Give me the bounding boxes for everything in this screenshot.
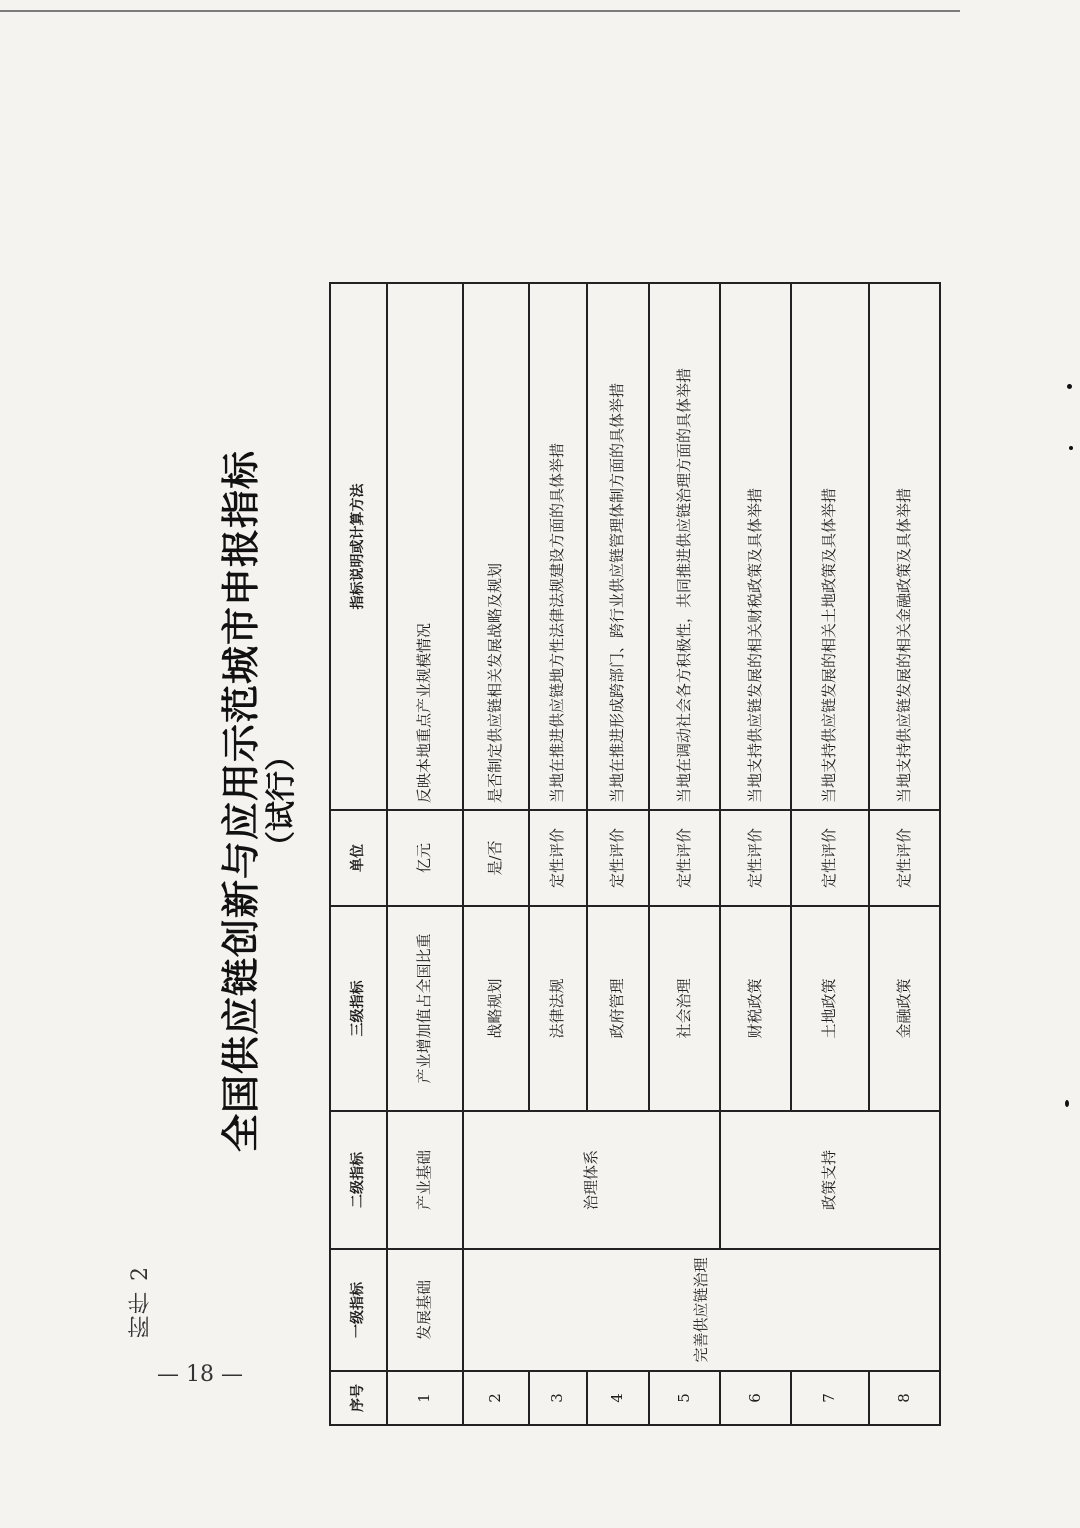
method-cell: 当地在调动社会各方积极性，共同推进供应链治理方面的具体举措 (649, 283, 720, 810)
row-no: 7 (791, 1371, 869, 1425)
level1-governance: 完善供应链治理 (463, 1249, 940, 1371)
level2-policy: 政策支持 (720, 1111, 940, 1249)
unit-cell: 定性评价 (869, 810, 940, 906)
header-method: 指标说明或计算方法 (330, 283, 387, 810)
level3-cell: 土地政策 (791, 906, 869, 1111)
header-level1: 一级指标 (330, 1249, 387, 1371)
method-cell: 当地支持供应链发展的相关土地政策及具体举措 (791, 283, 869, 810)
indicator-table (329, 282, 941, 1426)
unit-cell: 定性评价 (720, 810, 791, 906)
table-header-row (330, 283, 387, 1425)
level2-governance-system: 治理体系 (463, 1111, 720, 1249)
method-cell: 当地支持供应链发展的相关财税政策及具体举措 (720, 283, 791, 810)
level2-industry: 产业基础 (387, 1111, 463, 1249)
header-no: 序号 (330, 1371, 387, 1425)
method-cell: 当地支持供应链发展的相关金融政策及具体举措 (869, 283, 940, 810)
level3-cell: 财税政策 (720, 906, 791, 1111)
level3-cell: 战略规划 (463, 906, 529, 1111)
row-no: 8 (869, 1371, 940, 1425)
row-no: 4 (587, 1371, 649, 1425)
method-cell: 是否制定供应链相关发展战略及规划 (463, 283, 529, 810)
unit-cell: 定性评价 (529, 810, 587, 906)
level3-cell: 社会治理 (649, 906, 720, 1111)
scan-speck (1065, 1100, 1069, 1107)
header-level3: 三级指标 (330, 906, 387, 1111)
row-no: 6 (720, 1371, 791, 1425)
row-no: 3 (529, 1371, 587, 1425)
rotated-sheet (216, 176, 1016, 1426)
row-no: 2 (463, 1371, 529, 1425)
header-level2: 二级指标 (330, 1111, 387, 1249)
level3-cell: 产业增加值占全国比重 (387, 906, 463, 1111)
row-no: 5 (649, 1371, 720, 1425)
level3-cell: 金融政策 (869, 906, 940, 1111)
document-title: 全国供应链创新与应用示范城市申报指标 (219, 450, 263, 1153)
scan-speck (1067, 384, 1072, 389)
level3-cell: 法律法规 (529, 906, 587, 1111)
page-number: — 18 — (157, 1362, 243, 1387)
level3-cell: 政府管理 (587, 906, 649, 1111)
attachment-label: 附件 2 (128, 1265, 153, 1338)
row-no: 1 (387, 1371, 463, 1425)
unit-cell: 定性评价 (587, 810, 649, 906)
unit-cell: 是/否 (463, 810, 529, 906)
unit-cell: 定性评价 (649, 810, 720, 906)
table-row (463, 283, 529, 1425)
method-cell: 当地在推进形成跨部门、跨行业供应链管理体制方面的具体举措 (587, 283, 649, 810)
table-row (387, 283, 463, 1425)
method-cell: 反映本地重点产业规模情况 (387, 283, 463, 810)
scan-speck (1069, 446, 1073, 450)
method-cell: 当地在推进供应链地方性法律法规建设方面的具体举措 (529, 283, 587, 810)
level1-development: 发展基础 (387, 1249, 463, 1371)
unit-cell: 亿元 (387, 810, 463, 906)
document-subtitle: （试行） (264, 741, 299, 861)
unit-cell: 定性评价 (791, 810, 869, 906)
header-unit: 单位 (330, 810, 387, 906)
scan-edge-line (0, 10, 960, 12)
